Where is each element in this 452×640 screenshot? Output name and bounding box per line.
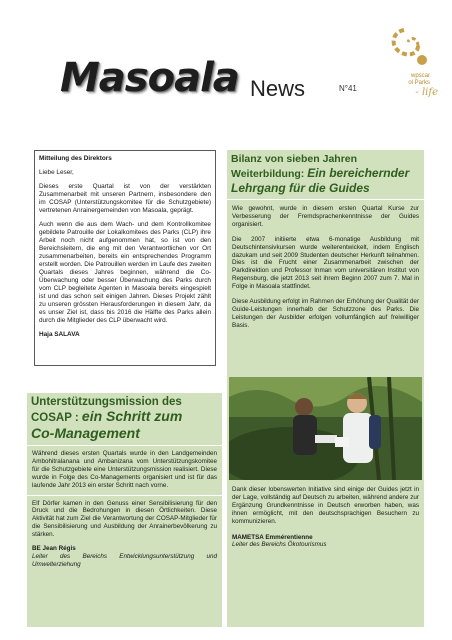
cosap-author-role: Leiter des Bereichs Entwicklungsunterstützung und Umwelterziehung [32, 552, 217, 568]
issue-number: N°41 [339, 84, 357, 93]
training-author: MAMETSA Emmérentienne [232, 533, 313, 541]
cosap-heading-line2 [31, 409, 218, 425]
training-heading-italic: Ein bereichernder [307, 166, 410, 180]
training-para-3: Diese Ausbildung erfolgt im Rahmen der Erhöhung der Qualität der Guide-Leistungen innerhalb der Schutzzone des Parks. Die Leistungen der Ausbilder erfolgen vollumfänglich auf freiwilliger Basis. [232, 298, 419, 329]
training-para-2: Die 2007 initiierte etwa 6-monatige Ausbildung mit Deutschintensivkursen wurde weiterentwickelt, indem Englisch dazukam und seit 2009 Studenten deutscher Herkunft teilnahmen. Dies ist die Frucht einer Zusammenarbeit zwischen der Parkdirektion und Professor Inman vom universitären Institut von Regensburg, die jetzt 2013 seit ihrem Beginn 2007 zum 7. Mal in Folge in Masoala stattfindet. [232, 235, 419, 291]
masthead-title: Masoala [60, 55, 239, 101]
training-para-1: Wie gewohnt, wurde in diesem ersten Quartal Kurse zur Verbesserung der Fremdsprachenkenntnisse der Guides organisiert. [232, 205, 419, 228]
madagascar-parks-logo [382, 28, 442, 104]
logo-text-2: ol Parks [408, 80, 430, 86]
cosap-heading-line1: Unterstützungsmission des [31, 396, 182, 408]
cosap-heading-prefix: COSAP : [31, 412, 82, 424]
training-author-role: Leiter des Bereichs Ökotourismus [232, 541, 327, 549]
logo-life: - life [415, 87, 438, 98]
director-signature: Haja SALAVA [39, 331, 80, 338]
cosap-para-1: Während dieses ersten Quartals wurde in den Landgemeinden Ambohitralanana und Ambanizana vom Unterstützungskomitee für die Schutzgebiete eine Unterstützungsmission realisiert. Diese wurde in Folge des Co-Managements organisiert und ist für das laufende Jahr 2013 ein erster Schritt nach vorne. [32, 450, 217, 489]
cosap-heading-italic: ein Schritt zum [81, 408, 183, 424]
guides-training-photo [229, 377, 422, 480]
training-heading-line1: Bilanz von sieben Jahren [231, 153, 358, 165]
director-para-1: Dieses erste Quartal ist von der verstärkten Zusammenarbeit mit unseren Partnern, insbesondere den im COSAP (Unterstützungskomitee für die Schutzgebiete) vertretenen Anrainergemeinden von Masoala, geprägt. [39, 183, 211, 214]
director-heading: Mitteilung des Direktors [39, 155, 112, 162]
cosap-article [27, 393, 222, 627]
cosap-heading-line3: Co-Management [31, 425, 140, 441]
training-para-4: Dank dieser lobenswerten Initiative sind einige der Guides jetzt in der Lage, vollständig auf Deutsch zu arbeiten, während andere zur Ergänzung Grundkenntnisse in Deutsch erworben haben, was ihnen ermöglicht, mit den deutschsprachigen Besuchern zu kommunizieren. [232, 486, 419, 525]
training-heading-prefix: Weiterbildung: [231, 168, 308, 180]
director-para-2: Auch wenn die aus dem Wach- und dem Kontrollkomitee gebildete Patrouille der Lokalkomitees des Parks (CLP) ihre Arbeit noch nicht aufgenommen hat, so ist von den Bereichsleitern, die eng mit den Verantwortlichen vor Ort zusammenarbeiten, bereits ein entsprechendes Programm erstellt worden. Die Patrouillen werden im Laufe des zweiten Quartals dieses Jahres beginnen, während die Co-Überwachung oder besser Überwachung des Parks durch vom CLP begleitete Agenten in Masoala bereits eingespielt ist und das schon seit einigen Jahren. Dieses Projekt zählt zu unseren grössten Herausforderungen in diesem Jahr, da es unser Ziel ist, dass bis 2016 die Hälfte des Parks allein durch die Mitglieder des CLP überwacht wird. [39, 221, 211, 324]
director-greeting: Liebe Leser, [39, 169, 74, 176]
director-message-box [34, 150, 216, 366]
cosap-author: BE Jean Régis [32, 545, 76, 553]
training-article-footer [232, 486, 419, 549]
masthead-news-label: News [250, 76, 306, 101]
lemur-tail-icon [382, 28, 442, 68]
training-heading-line2 [231, 166, 420, 181]
cosap-para-2: Elf Dörfer kamen in den Genuss einer Sensibilisierung für den Druck und die Bedrohungen in diesen Örtlichkeiten. Diese Aktivität hat zum Ziel die Verantwortung der COSAP-Mitglieder für die Sensibilisierung und Ausbildung der Anrainerbevölkerung zu stärken. [32, 499, 217, 539]
logo-text-1: wpscar [410, 73, 430, 79]
training-heading-line3: Lehrgang für die Guides [231, 181, 370, 195]
